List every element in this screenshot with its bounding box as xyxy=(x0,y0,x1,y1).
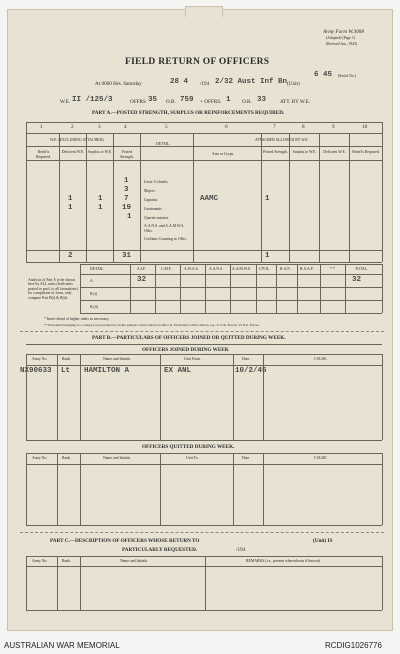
joined-hdr-name: Name and Initials. xyxy=(103,357,131,361)
posted-ltcol: 1 xyxy=(124,177,129,185)
an-aans: A.A.N.S. xyxy=(209,267,224,271)
col-num-5: 5 xyxy=(165,124,168,130)
joined-army-no: NX90633 xyxy=(20,367,52,375)
we-value: II /125/3 xyxy=(72,96,113,104)
col-num-2: 2 xyxy=(71,124,74,130)
serial-label: (Serial No.) xyxy=(338,74,356,78)
detail-aans: A.A.N.S. and A.A.M.W.S. Offrs. xyxy=(144,224,185,233)
quit-hdr-cause: CAUSE. xyxy=(314,456,328,460)
part-c-year: /194 xyxy=(236,547,246,553)
detail-qm: Quarter-masters xyxy=(144,216,169,220)
detail-header: DETAIL. xyxy=(156,142,171,146)
an-detail: DETAIL. xyxy=(90,267,105,271)
quit-hdr-unit: Unit To. xyxy=(186,456,199,460)
an-row-a: A. xyxy=(90,279,94,283)
or-label: O.R. xyxy=(242,99,252,105)
joined-name: HAMILTON A xyxy=(84,367,130,375)
col-num-10: 10 xyxy=(362,124,368,130)
we-label: W.E. xyxy=(60,99,71,105)
revised-label: (Revised Jan., 1943) xyxy=(326,42,358,46)
offrs2-label: + OFFRS. xyxy=(200,99,222,105)
quit-hdr-name: Name and Initials. xyxy=(103,456,131,460)
hdr-arm: Arm or Corps. xyxy=(212,152,235,156)
offrs2-value: 1 xyxy=(226,96,231,104)
partc-hdr-remarks: REMARKS (i.e., present whereabouts if known). xyxy=(246,559,321,563)
analysis-note: Analysis of Part A to be shown here by ALL units (both units posted to pool, to all formations) for completion of form, only compute Part B(i) & B(ii). xyxy=(28,278,78,300)
detail-captains: Captains xyxy=(144,198,158,202)
part-c-line2: PARTICULARLY REQUESTED. xyxy=(122,547,198,553)
surplus-lieutenants: 1 xyxy=(98,204,103,212)
col-num-9: 9 xyxy=(332,124,335,130)
hdr-posted: Posted Strength. xyxy=(120,150,134,159)
at-line: At 0600 Hrs. Saturday xyxy=(95,81,142,87)
hdr-reinf: Reinf'ts Required. xyxy=(36,150,51,159)
partc-hdr-rank: Rank. xyxy=(62,559,71,563)
hdr-deficient-att: Deficient W.E. xyxy=(323,150,346,154)
col-num-4: 4 xyxy=(124,124,127,130)
an-row-bi: B.(i) xyxy=(90,292,98,296)
an-total: TOTAL. xyxy=(355,267,369,271)
arm-value: AAMC xyxy=(200,195,219,203)
total-left: 2 xyxy=(68,252,73,260)
hdr-surplus: Surplus to W.E. xyxy=(88,150,112,154)
joined-date: 10/2/45 xyxy=(235,367,267,375)
part-b-title: PART B.—PARTICULARS OF OFFICERS JOINED OR QUITTED DURING WEEK. xyxy=(92,335,286,341)
col-num-3: 3 xyxy=(98,124,101,130)
form-title: FIELD RETURN OF OFFICERS xyxy=(125,57,270,67)
quit-hdr-date: Date. xyxy=(242,456,251,460)
detail-lt-col: Lieut.-Colonels xyxy=(144,180,168,184)
quit-hdr-rank: Rank. xyxy=(62,456,71,460)
joined-title: OFFICERS JOINED DURING WEEK xyxy=(142,347,229,353)
posted-lieutenants: 19 xyxy=(122,204,132,212)
detail-civilians: Civilians Counting as Offrs. xyxy=(144,237,187,241)
part-a-title: PART A.—POSTED STRENGTH, SURPLUS OR REINFORCEMENTS REQUIRED. xyxy=(92,110,285,116)
or-value: 33 xyxy=(257,96,267,104)
unit-value: 2/32 Aust Inf Bn xyxy=(215,78,288,86)
an-row-bii: B.(ii) xyxy=(90,305,99,309)
group-we-header: W.E. (EXCLUDING ATTACHED). xyxy=(50,138,105,142)
unit-label: (Unit) xyxy=(287,81,300,87)
joined-hdr-rank: Rank. xyxy=(62,357,71,361)
att-label: ATT. BY W.E. xyxy=(280,99,311,105)
total-a-value: 32 xyxy=(352,276,362,284)
page-tab xyxy=(185,6,223,17)
date-value: 28 4 xyxy=(170,78,189,86)
partc-hdr-army: Army No. xyxy=(32,559,48,563)
partc-hdr-name: Name and Initials. xyxy=(120,559,148,563)
deficient-captains: 1 xyxy=(68,195,73,203)
an-aamws: A.A.M.W.S. xyxy=(232,267,251,271)
joined-unit-from: EX ANL xyxy=(164,367,192,375)
col-num-1: 1 xyxy=(40,124,43,130)
an-cmf: C.M.F. xyxy=(161,267,172,271)
joined-hdr-unit: Unit From. xyxy=(184,357,201,361)
joined-hdr-cause: CAUSE. xyxy=(314,357,328,361)
footnote-1: * Insert detail of higher ranks as necessary. xyxy=(44,317,110,321)
an-civil: CIVIL. xyxy=(259,267,271,271)
an-other: * * xyxy=(330,267,335,271)
deficient-lieutenants: 1 xyxy=(68,204,73,212)
an-awas: A.W.A.S. xyxy=(184,267,199,271)
aif-a-value: 32 xyxy=(137,276,147,284)
col-num-7: 7 xyxy=(273,124,276,130)
joined-rank: Lt xyxy=(61,367,71,375)
serial-value: 6 45 xyxy=(314,71,333,79)
total-attached: 1 xyxy=(265,252,270,260)
footnote-2: ** Personnel belonging to a category not provided for in the analysis will be shown in this Col. Particulars will be shown, e.g., 2/ U.K. Forces: 15 N.Z. Forces. xyxy=(44,323,260,327)
hdr-deficient: Deficient W.E. xyxy=(61,150,85,154)
an-raaf: R.A.A.F. xyxy=(300,267,314,271)
year-label: /194 xyxy=(200,81,210,87)
col-num-6: 6 xyxy=(225,124,228,130)
offrs-label: OFFRS xyxy=(130,99,146,105)
hdr-posted-att: Posted Strength. xyxy=(263,150,288,154)
posted-majors: 3 xyxy=(124,186,129,194)
detail-lieutenants: Lieutenants xyxy=(144,207,162,211)
army-form-label: Army Form W.3008 xyxy=(323,29,364,35)
quitted-title: OFFICERS QUITTED DURING WEEK. xyxy=(142,444,235,450)
hdr-surplus-att: Surplus to W.E. xyxy=(292,150,317,154)
posted-captains: 7 xyxy=(124,195,129,203)
footer-source: AUSTRALIAN WAR MEMORIAL xyxy=(4,641,120,650)
ob-label: O.B. xyxy=(166,99,176,105)
group-attached-header: ATTACHED ALLOWED BY W.E. xyxy=(255,138,309,142)
surplus-captains: 1 xyxy=(98,195,103,203)
detail-majors: Majors xyxy=(144,189,155,193)
ob-value: 759 xyxy=(180,96,194,104)
part-c-unit-suffix: (Unit) IS xyxy=(313,538,333,544)
an-aif: A.I.F. xyxy=(137,267,146,271)
quit-hdr-army: Army No. xyxy=(32,456,48,460)
posted-qm: 1 xyxy=(127,213,132,221)
adapted-label: (Adapted) (Page 1) xyxy=(326,36,356,40)
footer-id: RCDIG1026776 xyxy=(325,641,382,650)
total-posted: 31 xyxy=(122,252,132,260)
joined-hdr-army: Army No. xyxy=(32,357,48,361)
joined-hdr-date: Date. xyxy=(242,357,251,361)
hdr-reinf-att: Reinf'ts Required. xyxy=(352,150,380,154)
offrs-value: 35 xyxy=(148,96,158,104)
arm-posted-value: 1 xyxy=(265,195,270,203)
col-num-8: 8 xyxy=(302,124,305,130)
an-ran: R.A.N. xyxy=(280,267,291,271)
part-c-title: PART C.—DESCRIPTION OF OFFICERS WHOSE RETURN TO xyxy=(50,538,200,544)
